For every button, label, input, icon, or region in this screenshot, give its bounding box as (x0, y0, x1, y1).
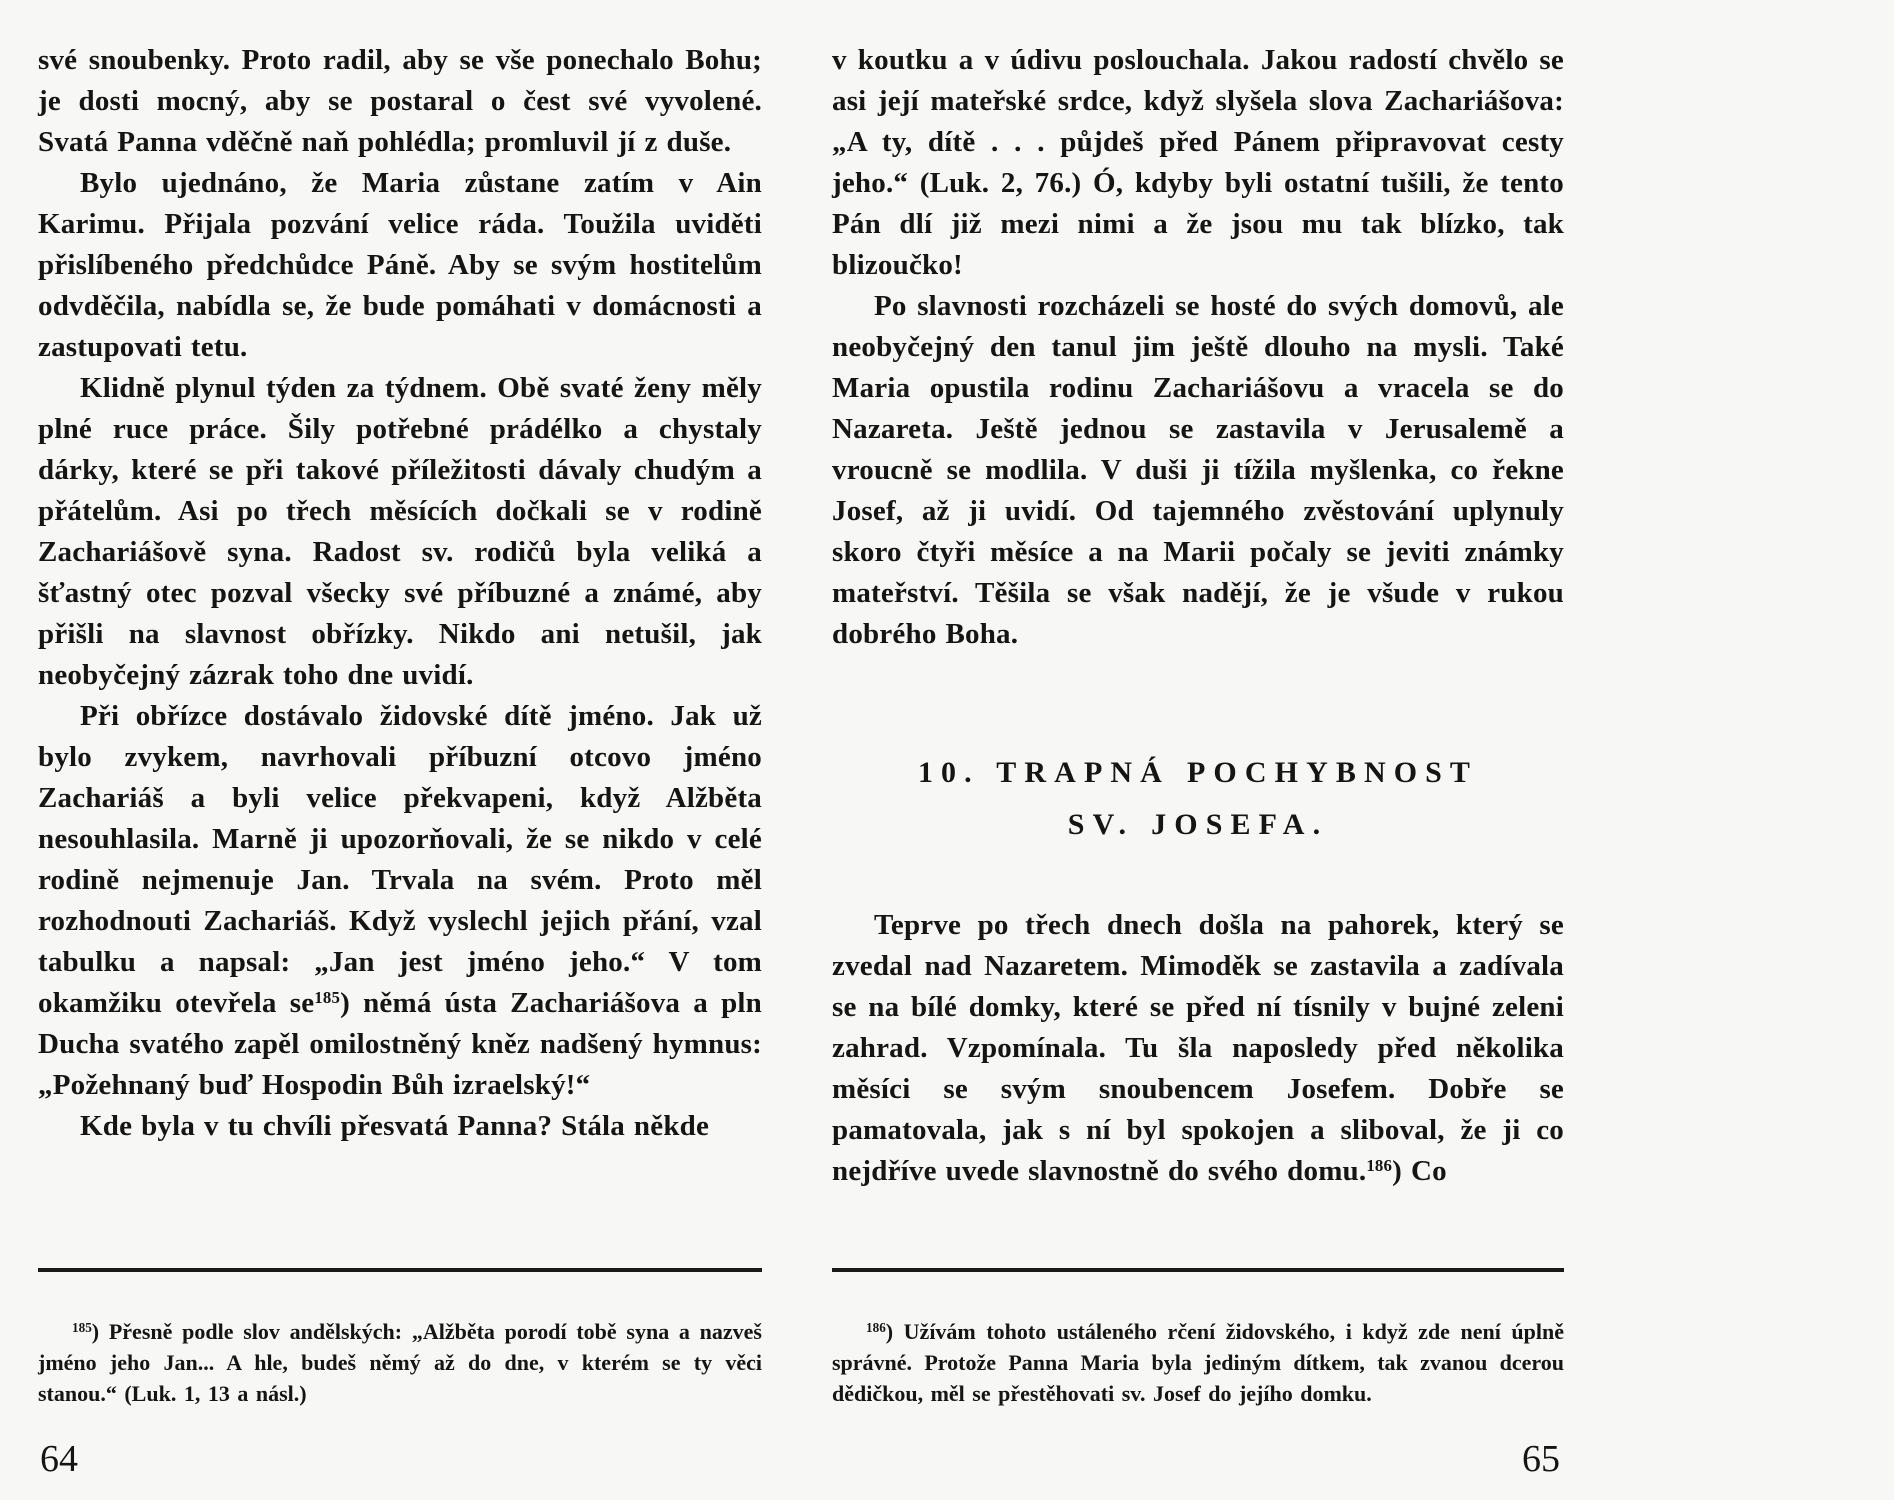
page-number-right: 65 (1522, 1438, 1560, 1480)
footnote-divider (832, 1268, 1564, 1272)
footnote-text: ) Přesně podle slov andělských: „Alžběta porodí tobě syna a nazveš jméno jeho Jan... A hle, budeš němý až do dne, v kterém se ty věci stanou.“ (Luk. 1, 13 a násl.) (38, 1319, 762, 1406)
paragraph-text: Při obřízce dostávalo židovské dítě jméno. Jak už bylo zvykem, navrhovali příbuzní otcovo jméno Zachariáš a byli velice překvapeni, když Alžběta nesouhlasila. Marně ji upozorňovali, že se nikdo v celé rodině nejmenuje Jan. Trvala na svém. Proto měl rozhodnouti Zachariáš. Když vyslechl jejich přání, vzal tabulku a napsal: „Jan jest jméno jeho.“ V tom okamžiku otevřela se (38, 700, 762, 1019)
paragraph-text: ) Co (1392, 1155, 1447, 1187)
paragraph: Klidně plynul týden za týdnem. Obě svaté ženy měly plné ruce práce. Šily potřebné prádélko a chystaly dárky, které se při takové příležitosti dávaly chudým a přátelům. Asi po třech měsících dočkali se v rodině Zachariášově syna. Radost sv. rodičů byla veliká a šťastný otec pozval všecky své příbuzné a známé, aby přišli na slavnost obřízky. Nikdo ani netušil, jak neobyčejný zázrak toho dne uvidí. (38, 372, 762, 691)
footnote-185 (38, 1316, 762, 1409)
footnote-marker: 186 (866, 1320, 886, 1336)
footnote-ref-186: 186 (1366, 1155, 1393, 1175)
chapter-heading (832, 747, 1564, 851)
paragraph-text: ) němá ústa Zachariášova a pln Ducha svatého zapěl omilostněný kněz nadšený hymnus: „Požehnaný buď Hospodin Bůh izraelský!“ (38, 987, 762, 1101)
chapter-heading-line1: 10. TRAPNÁ POCHYBNOST (917, 756, 1479, 789)
paragraph: Po slavnosti rozcházeli se hosté do svých domovů, ale neobyčejný den tanul jim ještě dlouho na mysli. Také Maria opustila rodinu Zachariášovu a vracela se do Nazareta. Ještě jednou se zastavila v Jerusalemě a vroucně se modlila. V duši ji tížila myšlenka, co řekne Josef, až ji uvidí. Od tajemného zvěstování uplynuly skoro čtyři měsíce a na Marii počaly se jeviti známky mateřství. Těšila se však nadějí, že je všude v rukou dobrého Boha. (832, 290, 1564, 650)
paragraph: Bylo ujednáno, že Maria zůstane zatím v Ain Karimu. Přijala pozvání velice ráda. Toužila uviděti přislíbeného předchůdce Páně. Aby se svým hostitelům odvděčila, nabídla se, že bude pomáhati v domácnosti a zastupovati tetu. (38, 167, 762, 363)
paragraph: v koutku a v údivu poslouchala. Jakou radostí chvělo se asi její mateřské srdce, když slyšela slova Zachariášova: „A ty, dítě . . . půjdeš před Pánem připravovat cesty jeho.“ (Luk. 2, 76.) Ó, kdyby byli ostatní tušili, že tento Pán dlí již mezi nimi a že jsou mu tak blízko, tak blizoučko! (832, 44, 1564, 281)
footnote-marker: 185 (72, 1320, 92, 1336)
paragraph (832, 905, 1564, 1192)
footnote-ref-185: 185 (314, 987, 341, 1007)
paragraph (38, 696, 762, 1106)
page-number-left: 64 (40, 1438, 78, 1480)
chapter-heading-line2: SV. JOSEFA. (1067, 808, 1329, 841)
paragraph: své snoubenky. Proto radil, aby se vše ponechalo Bohu; je dosti mocný, aby se postaral o čest své vyvolené. Svatá Panna vděčně naň pohlédla; promluvil jí z duše. (38, 44, 762, 158)
footnote-text: ) Užívám tohoto ustáleného rčení židovského, i když zde není úplně správné. Protože Panna Maria byla jediným dítkem, tak zvanou dcerou dědičkou, měl se přestěhovati sv. Josef do jejího domku. (832, 1319, 1564, 1406)
paragraph: Kde byla v tu chvíli přesvatá Panna? Stála někde (80, 1110, 710, 1142)
page-right (832, 0, 1564, 1500)
page-left-body (38, 0, 762, 1147)
page-left (38, 0, 762, 1500)
paragraph-text: Teprve po třech dnech došla na pahorek, který se zvedal nad Nazaretem. Mimoděk se zastavila a zadívala se na bílé domky, které se před ní tísnily v bujné zeleni zahrad. Vzpomínala. Tu šla naposledy před několika měsíci se svým snoubencem Josefem. Dobře se pamatovala, jak s ní byl spokojen a sliboval, že ji co nejdříve uvede slavnostně do svého domu. (832, 909, 1564, 1187)
footnote-divider (38, 1268, 762, 1272)
page-right-body (832, 0, 1564, 1192)
footnote-186 (832, 1316, 1564, 1409)
